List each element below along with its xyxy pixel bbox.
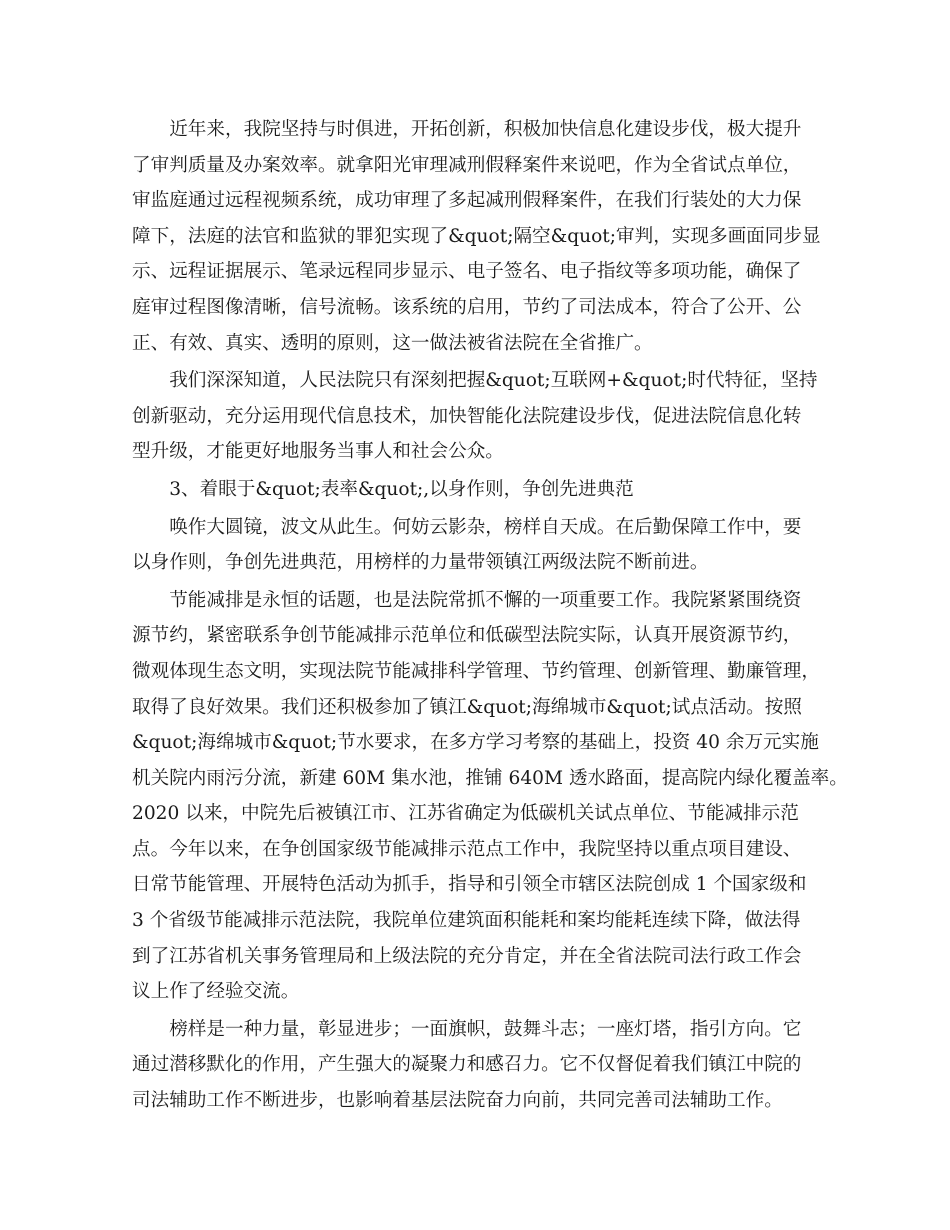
text-line: 到了江苏省机关事务管理局和上级法院的充分肯定，并在全省法院司法行政工作会 xyxy=(132,945,802,967)
text-line: 通过潜移默化的作用，产生强大的凝聚力和感召力。它不仅督促着我们镇江中院的 xyxy=(132,1054,802,1076)
text-line: 示、远程证据展示、笔录远程同步显示、电子签名、电子指纹等多项功能，确保了 xyxy=(132,261,802,283)
paragraph-energy-saving xyxy=(132,583,848,1010)
text-line: 型升级，才能更好地服务当事人和社会公众。 xyxy=(132,441,504,463)
paragraph-role-model xyxy=(132,510,824,581)
text-line: 节能减排是永恒的话题，也是法院常抓不懈的一项重要工作。我院紧紧围绕资 xyxy=(169,589,802,611)
text-line: 源节约，紧密联系争创节能减排示范单位和低碳型法院实际，认真开展资源节约， xyxy=(132,625,802,647)
text-line: 庭审过程图像清晰，信号流畅。该系统的启用，节约了司法成本，符合了公开、公 xyxy=(132,296,802,318)
text-line: 微观体现生态文明，实现法院节能减排科学管理、节约管理、创新管理、勤廉管理， xyxy=(132,660,820,682)
text-line: 点。今年以来，在争创国家级节能减排示范点工作中，我院坚持以重点项目建设、 xyxy=(132,838,802,860)
text-line: 2020 以来，中院先后被镇江市、江苏省确定为低碳机关试点单位、节能减排示范 xyxy=(132,803,799,825)
text-line: 正、有效、真实、透明的原则，这一做法被省法院在全省推广。 xyxy=(132,332,653,354)
text-line: 机关院内雨污分流，新建 60M 集水池，推铺 640M 透水路面，提高院内绿化覆盖率。 xyxy=(132,767,848,789)
text-line: 取得了良好效果。我们还积极参加了镇江&quot;海绵城市&quot;试点活动。按照 xyxy=(132,696,802,718)
text-line: 3、着眼于&quot;表率&quot;,以身作则，争创先进典范 xyxy=(169,478,634,500)
text-line: 近年来，我院坚持与时俱进，开拓创新，积极加快信息化建设步伐，极大提升 xyxy=(169,119,802,140)
text-line: 我们深深知道，人民法院只有深刻把握&quot;互联网+&quot;时代特征，坚持 xyxy=(169,370,818,392)
text-line: 创新驱动，充分运用现代信息技术，加快智能化法院建设步伐，促进法院信息化转 xyxy=(132,405,802,427)
text-line: 以身作则，争创先进典范，用榜样的力量带领镇江两级法院不断前进。 xyxy=(132,552,709,574)
text-line: 障下，法庭的法官和监狱的罪犯实现了&quot;隔空&quot;审判，实现多画面同步显 xyxy=(132,225,821,247)
paragraph-digital-court xyxy=(132,112,824,361)
text-line: 日常节能管理、开展特色活动为抓手，指导和引领全市辖区法院创成 1 个国家级和 xyxy=(132,874,807,896)
text-line: 审监庭通过远程视频系统，成功审理了多起减刑假释案件，在我们行装处的大力保 xyxy=(132,190,802,212)
text-line: 司法辅助工作不断进步，也影响着基层法院奋力向前，共同完善司法辅助工作。 xyxy=(132,1090,783,1112)
section-heading-3 xyxy=(132,472,824,508)
text-line: 3 个省级节能减排示范法院，我院单位建筑面积能耗和案均能耗连续下降，做法得 xyxy=(132,910,801,932)
paragraph-internet-plus xyxy=(132,363,824,470)
text-line: 榜样是一种力量，彰显进步；一面旗帜，鼓舞斗志；一座灯塔，指引方向。它 xyxy=(169,1018,802,1040)
paragraph-example-power xyxy=(132,1012,824,1119)
text-line: &quot;海绵城市&quot;节水要求，在多方学习考察的基础上，投资 40 余万元实施 xyxy=(132,732,819,754)
text-line: 了审判质量及办案效率。就拿阳光审理减刑假释案件来说吧，作为全省试点单位， xyxy=(132,154,802,176)
document-body xyxy=(132,112,848,1121)
text-line: 议上作了经验交流。 xyxy=(132,981,300,1003)
text-line: 唤作大圆镜，波文从此生。何妨云影杂，榜样自天成。在后勤保障工作中，要 xyxy=(169,516,802,538)
